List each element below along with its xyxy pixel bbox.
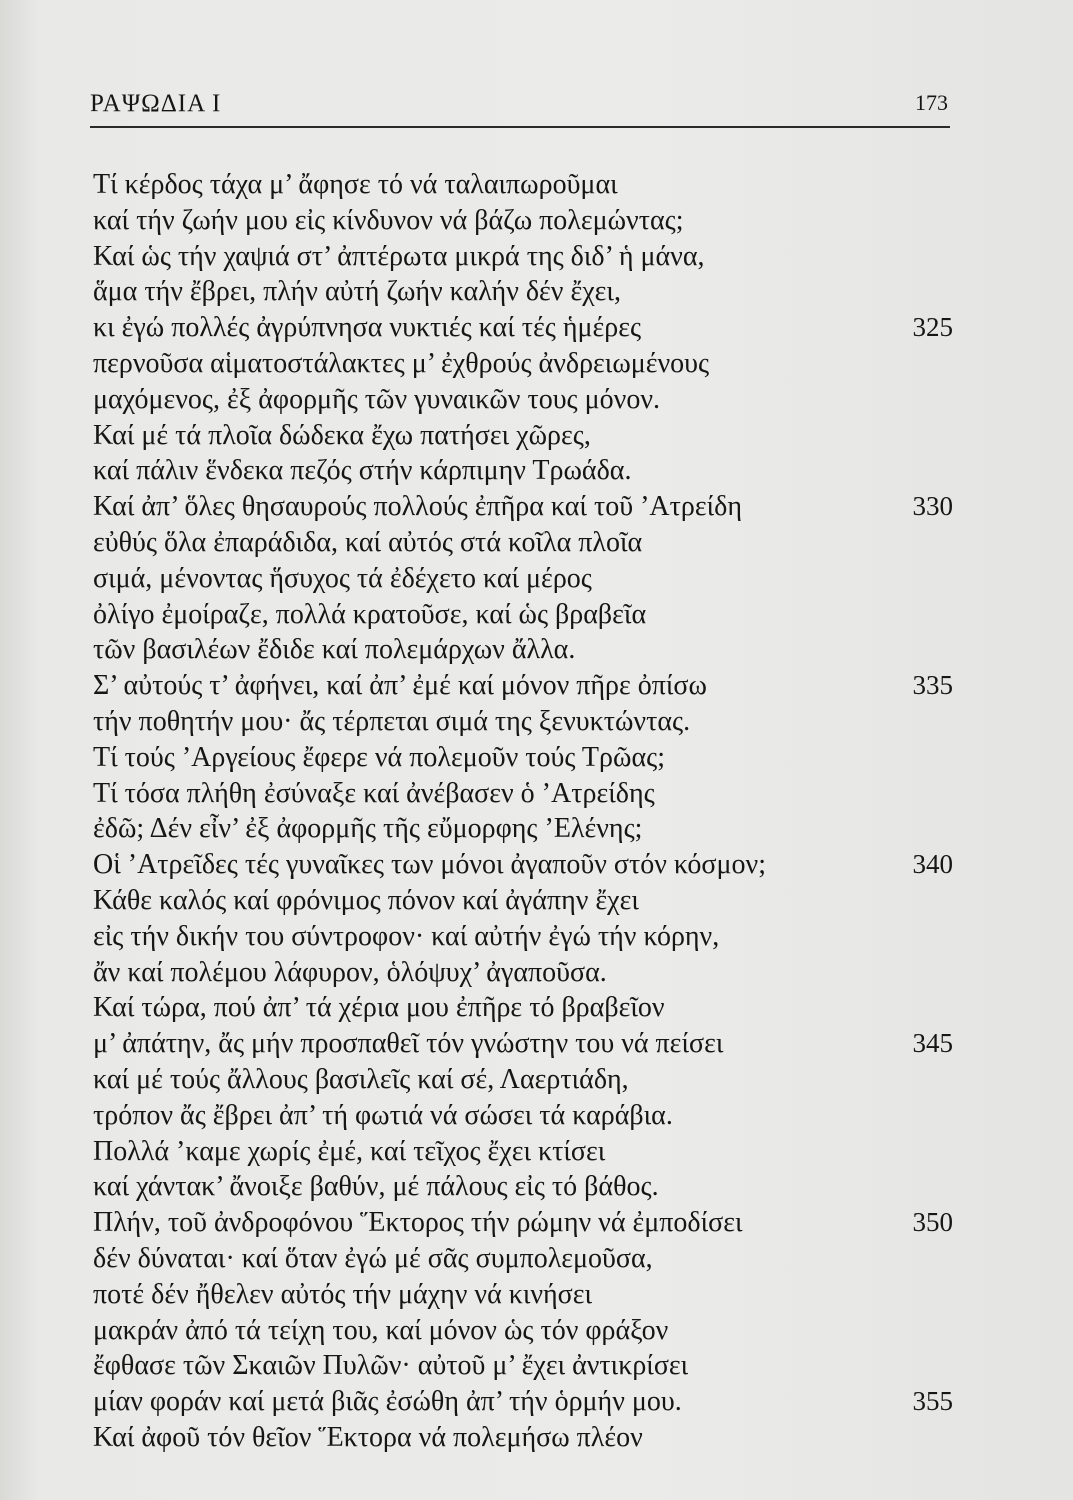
- verse-text: μ’ ἀπάτην, ἄς μήν προσπαθεῖ τόν γνώστην του νά πείσει: [93, 1028, 724, 1060]
- verse-line: [93, 525, 953, 561]
- verse-text: τήν ποθητήν μου· ἄς τέρπεται σιμά της ξενυκτώντας.: [93, 705, 691, 737]
- verse-line: [93, 883, 953, 919]
- line-number: 330: [912, 491, 953, 522]
- verse-text: καί μέ τούς ἄλλους βασιλεῖς καί σέ, Λαερτιάδη,: [93, 1063, 629, 1095]
- verse-text: καί τήν ζωήν μου εἰς κίνδυνον νά βάζω πολεμώντας;: [93, 204, 684, 236]
- poem-body: [93, 167, 953, 1456]
- verse-line: [93, 239, 953, 275]
- verse-text: Πλήν, τοῦ ἀνδροφόνου Ἕκτορος τήν ρώμην νά ἐμποδίσει: [93, 1207, 743, 1239]
- running-header: [90, 90, 950, 128]
- verse-text: Πολλά ’καμε χωρίς ἐμέ, καί τεῖχος ἔχει κτίσει: [93, 1135, 606, 1167]
- verse-line: [93, 919, 953, 955]
- verse-text: περνοῦσα αἱματοστάλακτες μ’ ἐχθρούς ἀνδρειωμένους: [93, 347, 710, 379]
- verse-text: Καί ἀφοῦ τόν θεῖον Ἕκτορα νά πολεμήσω πλέον: [93, 1421, 643, 1453]
- line-number: 355: [912, 1386, 953, 1417]
- verse-line: [93, 632, 953, 668]
- line-number: 340: [912, 849, 953, 880]
- verse-line: [93, 1348, 953, 1384]
- verse-line: [93, 740, 953, 776]
- line-number: 325: [912, 312, 953, 343]
- verse-text: Κάθε καλός καί φρόνιμος πόνον καί ἀγάπην ἔχει: [93, 884, 639, 916]
- verse-text: Τί τούς ’Αργείους ἔφερε νά πολεμοῦν τούς Τρῶας;: [93, 741, 665, 773]
- verse-line: [93, 489, 953, 525]
- verse-line: [93, 1277, 953, 1313]
- page-number: 173: [915, 90, 948, 115]
- verse-line: [93, 1205, 953, 1241]
- verse-line: [93, 847, 953, 883]
- verse-line: [93, 1026, 953, 1062]
- verse-text: Οἱ ’Ατρεῖδες τές γυναῖκες των μόνοι ἀγαποῦν στόν κόσμον;: [93, 849, 766, 881]
- verse-line: [93, 1384, 953, 1420]
- verse-text: Τί τόσα πλήθη ἐσύναξε καί ἀνέβασεν ὁ ’Ατρείδης: [93, 777, 655, 809]
- verse-line: [93, 274, 953, 310]
- verse-line: [93, 1098, 953, 1134]
- verse-text: μίαν φοράν καί μετά βιᾶς ἐσώθη ἀπ’ τήν ὁρμήν μου.: [93, 1386, 682, 1418]
- verse-text: εὐθύς ὅλα ἐπαράδιδα, καί αὐτός στά κοῖλα πλοῖα: [93, 526, 643, 558]
- verse-line: [93, 668, 953, 704]
- verse-line: [93, 561, 953, 597]
- verse-line: [93, 1420, 953, 1456]
- verse-line: [93, 310, 953, 346]
- verse-line: [93, 597, 953, 633]
- line-number: 350: [912, 1207, 953, 1238]
- verse-text: Καί ἀπ’ ὅλες θησαυρούς πολλούς ἐπῆρα καί τοῦ ’Ατρείδη: [93, 491, 742, 523]
- verse-text: Τί κέρδος τάχα μ’ ἄφησε τό νά ταλαιπωροῦμαι: [93, 169, 618, 200]
- verse-line: [93, 990, 953, 1026]
- verse-line: [93, 346, 953, 382]
- verse-text: ἐδῶ; Δέν εἶν’ ἐξ ἀφορμῆς τῆς εὔμορφης ’Ελένης;: [93, 813, 643, 845]
- verse-line: [93, 776, 953, 812]
- verse-line: [93, 203, 953, 239]
- verse-text: ἄν καί πολέμου λάφυρον, ὁλόψυχ’ ἀγαποῦσα.: [93, 956, 607, 988]
- verse-line: [93, 1169, 953, 1205]
- verse-text: Καί ὡς τήν χαψιά στ’ ἀπτέρωτα μικρά της διδ’ ἡ μάνα,: [93, 240, 705, 272]
- verse-text: δέν δύναται· καί ὅταν ἐγώ μέ σᾶς συμπολεμοῦσα,: [93, 1242, 653, 1274]
- verse-line: [93, 167, 953, 203]
- verse-text: καί πάλιν ἕνδεκα πεζός στήν κάρπιμην Τρωάδα.: [93, 455, 632, 487]
- verse-text: ἅμα τήν ἔβρει, πλήν αὐτή ζωήν καλήν δέν ἔχει,: [93, 276, 621, 308]
- verse-text: Σ’ αὐτούς τ’ ἀφήνει, καί ἀπ’ ἐμέ καί μόνον πῆρε ὀπίσω: [93, 670, 707, 702]
- verse-text: σιμά, μένοντας ἥσυχος τά ἐδέχετο καί μέρος: [93, 562, 592, 594]
- verse-text: τῶν βασιλέων ἔδιδε καί πολεμάρχων ἄλλα.: [93, 634, 576, 666]
- verse-text: ὀλίγο ἐμοίραζε, πολλά κρατοῦσε, καί ὡς βραβεῖα: [93, 598, 647, 630]
- verse-text: ποτέ δέν ἤθελεν αὐτός τήν μάχην νά κινήσει: [93, 1278, 593, 1310]
- verse-line: [93, 453, 953, 489]
- verse-line: [93, 1062, 953, 1098]
- verse-line: [93, 704, 953, 740]
- verse-text: Καί τώρα, πού ἀπ’ τά χέρια μου ἐπῆρε τό βραβεῖον: [93, 992, 665, 1024]
- verse-line: [93, 955, 953, 991]
- verse-text: κι ἐγώ πολλές ἀγρύπνησα νυκτιές καί τές ἡμέρες: [93, 312, 642, 344]
- verse-line: [93, 382, 953, 418]
- verse-line: [93, 1134, 953, 1170]
- verse-text: μαχόμενος, ἐξ ἀφορμῆς τῶν γυναικῶν τους μόνον.: [93, 383, 660, 415]
- verse-line: [93, 811, 953, 847]
- verse-text: ἔφθασε τῶν Σκαιῶν Πυλῶν· αὐτοῦ μ’ ἔχει ἀντικρίσει: [93, 1350, 689, 1382]
- verse-text: μακράν ἀπό τά τείχη του, καί μόνον ὡς τόν φράξον: [93, 1314, 669, 1346]
- line-number: 335: [912, 670, 953, 701]
- line-number: 345: [912, 1028, 953, 1059]
- verse-text: εἰς τήν δικήν του σύντροφον· καί αὐτήν ἐγώ τήν κόρην,: [93, 920, 720, 952]
- verse-line: [93, 1241, 953, 1277]
- chapter-title: ΡΑΨΩΔΙΑ Ι: [90, 90, 222, 117]
- verse-line: [93, 1313, 953, 1349]
- verse-text: Καί μέ τά πλοῖα δώδεκα ἔχω πατήσει χῶρες,: [93, 419, 591, 451]
- verse-text: καί χάντακ’ ἄνοιξε βαθύν, μέ πάλους εἰς τό βάθος.: [93, 1171, 659, 1203]
- verse-line: [93, 418, 953, 454]
- verse-text: τρόπον ἄς ἔβρει ἀπ’ τή φωτιά νά σώσει τά καράβια.: [93, 1099, 673, 1131]
